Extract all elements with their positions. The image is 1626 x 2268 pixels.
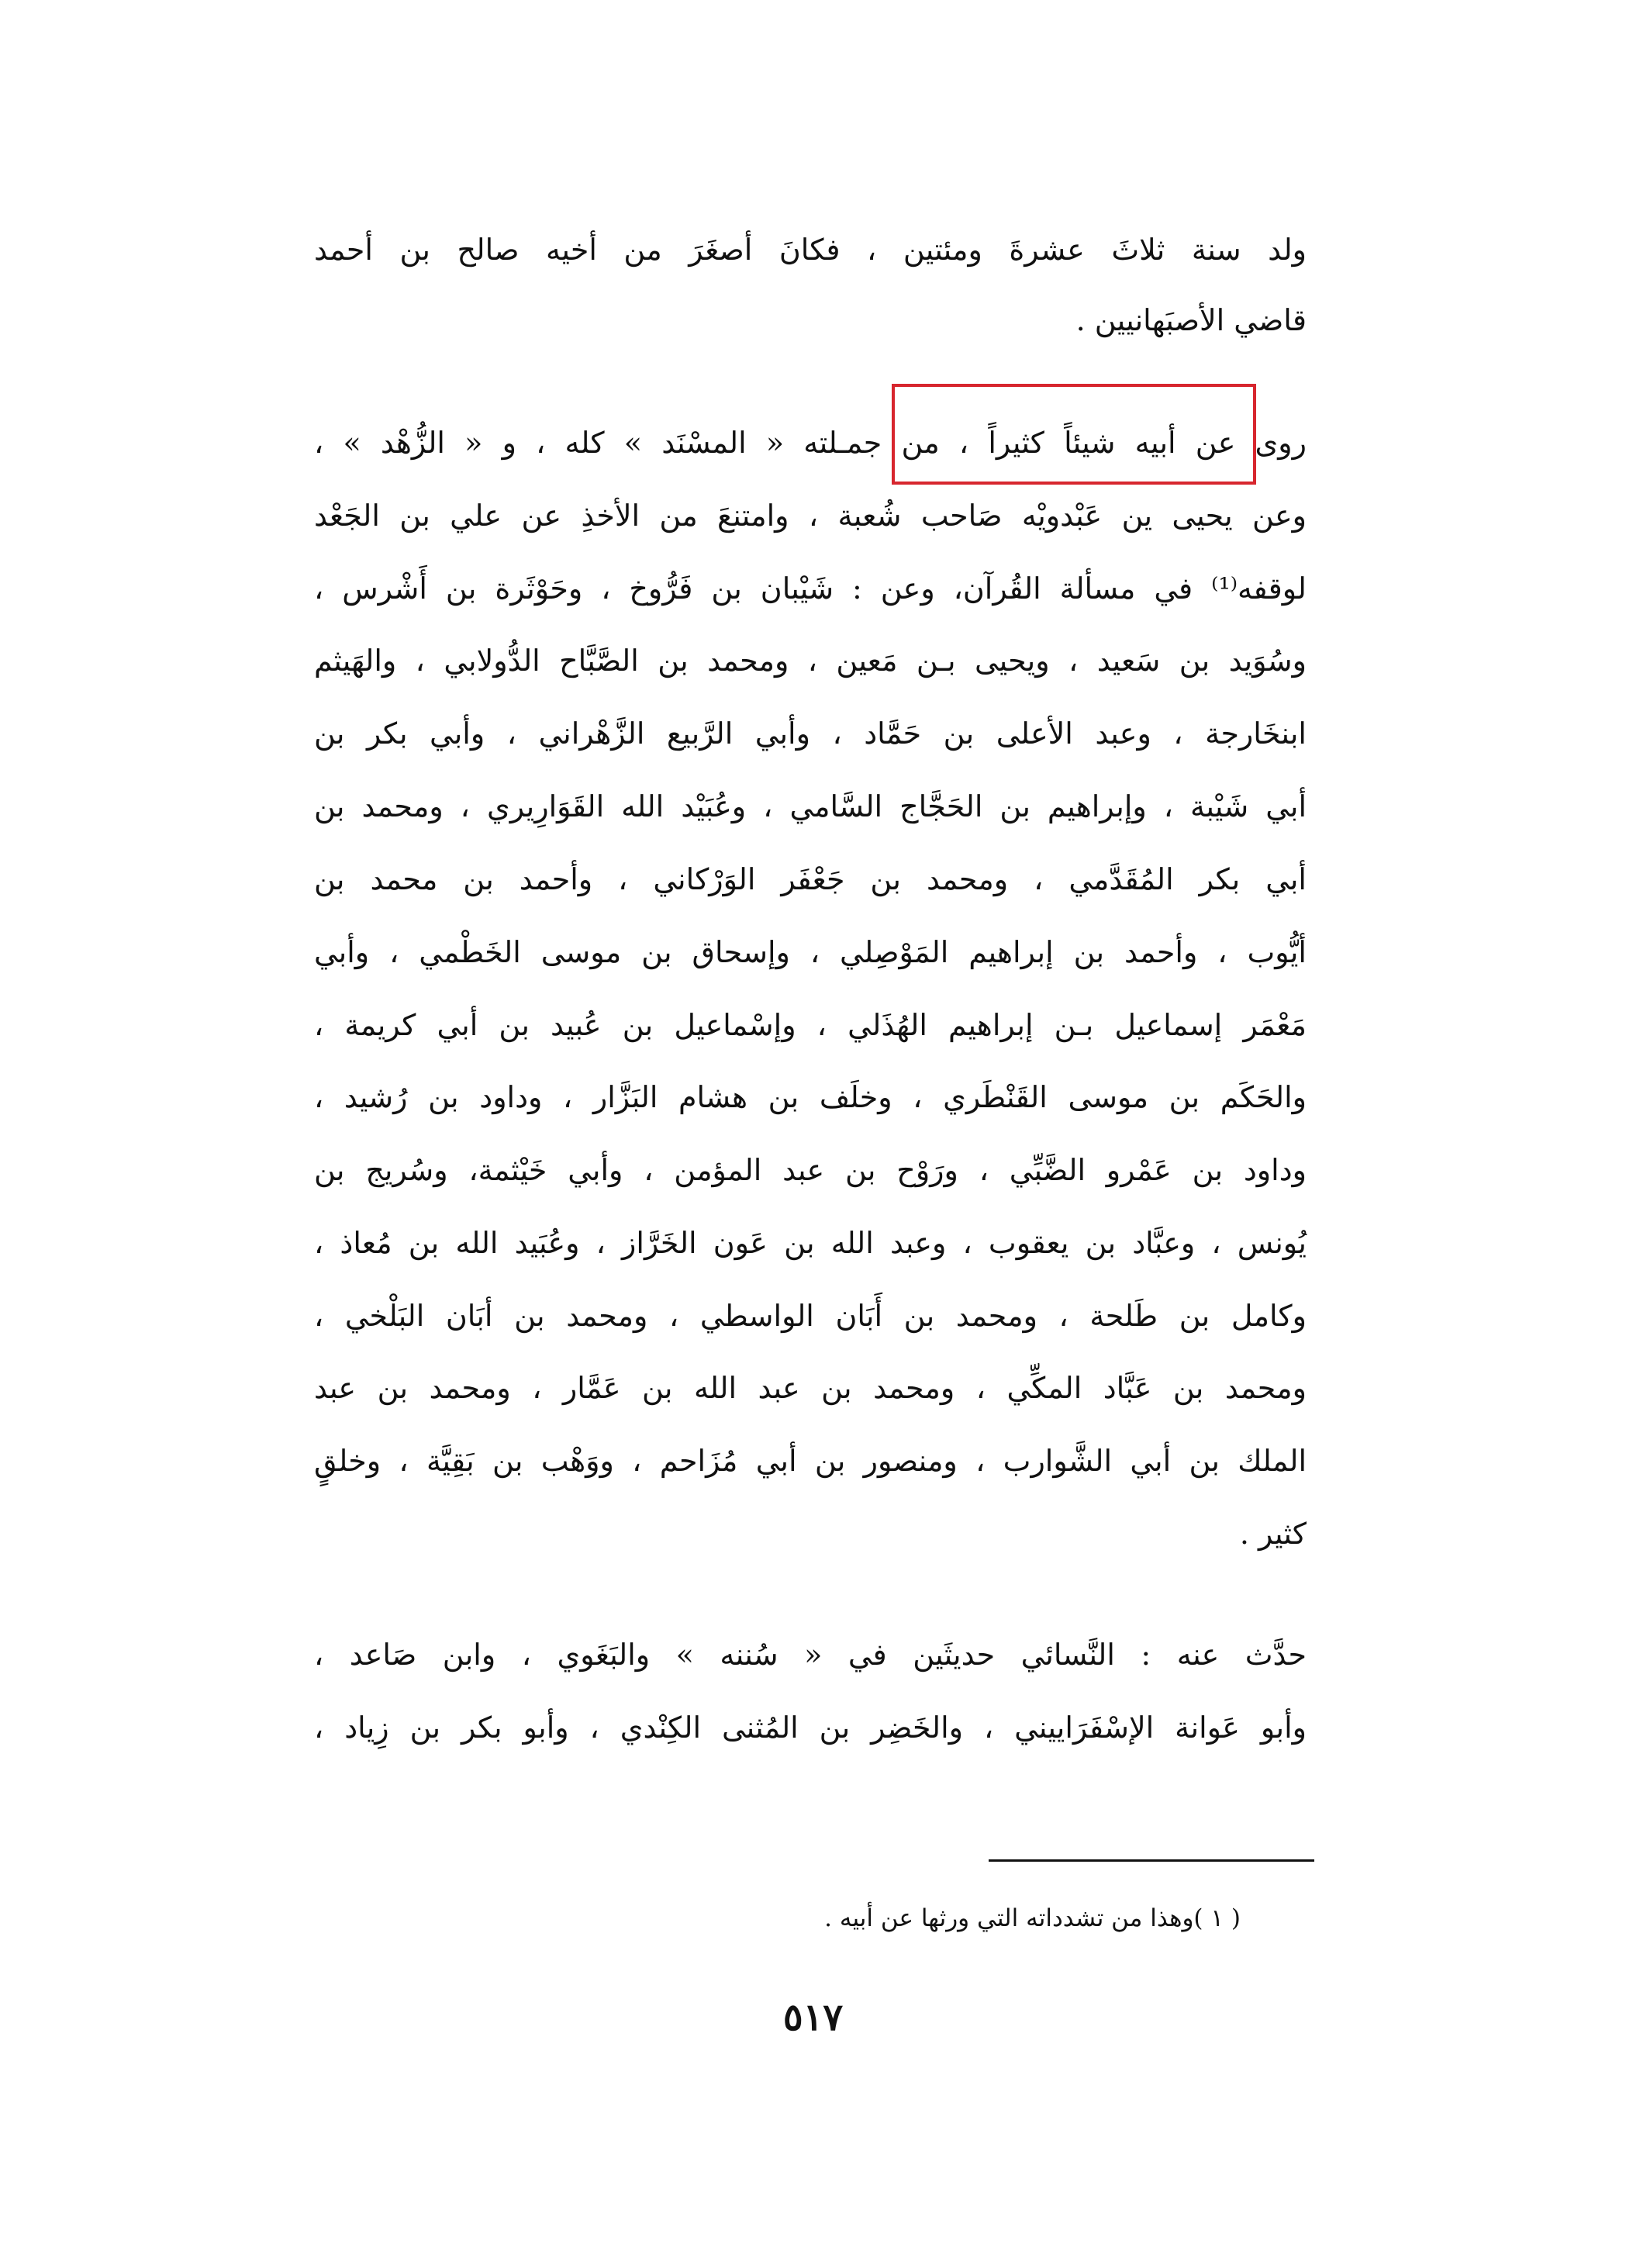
footnote-divider [989, 1859, 1314, 1862]
text-line: أبي شَيْبة ، وإبراهيم بن الحَجَّاج السَّامي ، وعُبَيْد الله القَوَارِيري ، ومحمد بن [314, 789, 1307, 823]
text-line: وعن يحيى ين عَبْدويْه صَاحب شُعبة ، وامتنعَ من الأخذِ عن علي بن الجَعْد [314, 499, 1307, 533]
text-line: روى عن أبيه شيئاً كثيراً ، من جمـلته « المسْنَد » كله ، و « الزُّهْد » ، [314, 426, 1307, 460]
text-line: وداود بن عَمْرو الضَّبِّي ، ورَوْح بن عبد المؤمن ، وأبي خَيْثمة، وسُريج بن [314, 1153, 1307, 1187]
text-line: قاضي الأصبَهانيين . [1075, 303, 1307, 337]
text-line: كثير . [1239, 1517, 1307, 1551]
page-number: ٥١٧ [782, 1996, 844, 2039]
text-line: مَعْمَر إسماعيل بـن إبراهيم الهُذَلي ، وإسْماعيل بن عُبيد بن أبي كريمة ، [314, 1008, 1307, 1042]
text-line: وسُوَيد بن سَعيد ، ويحيى بـن مَعين ، ومحمد بن الصَّبَّاح الدُّولابي ، والهَيثم [314, 644, 1307, 678]
text-line: الملك بن أبي الشَّوارب ، ومنصور بن أبي مُزَاحم ، ووَهْب بن بَقِيَّة ، وخلقٍ [314, 1444, 1307, 1478]
highlight-box [892, 384, 1256, 485]
text-line: وأبو عَوانة الإسْفَرَاييني ، والخَضِر بن المُثنى الكِنْدي ، وأبو بكر بن زِياد ، [314, 1710, 1307, 1745]
text-line: والحَكَم بن موسى القَنْطَري ، وخلَف بن هشام البَزَّار ، وداود بن رُشيد ، [314, 1080, 1307, 1114]
text-line: وكامل بن طَلحة ، ومحمد بن أَبَان الواسطي ، ومحمد بن أبَان البَلْخي ، [314, 1299, 1307, 1333]
text-line: ابنخَارجة ، وعبد الأعلى بن حَمَّاد ، وأبي الرَّبيع الزَّهْراني ، وأبي بكر بن [314, 716, 1307, 751]
text-line: ومحمد بن عَبَّاد المكِّي ، ومحمد بن عبد الله بن عَمَّار ، ومحمد بن عبد [314, 1371, 1307, 1405]
text-line: أيُّوب ، وأحمد بن إبراهيم المَوْصِلي ، وإسحاق بن موسى الخَطْمي ، وأبي [314, 935, 1307, 969]
text-line: ولد سنة ثلاثَ عشرةَ ومئتين ، فكانَ أصغَرَ من أخيه صالح بن أحمد [314, 233, 1307, 267]
text-line: يُونس ، وعبَّاد بن يعقوب ، وعبد الله بن عَون الخَرَّاز ، وعُبَيد الله بن مُعاذ ، [314, 1226, 1307, 1260]
text-line: حدَّث عنه : النَّسائي حديثَين في « سُننه » والبَغَوي ، وابن صَاعد ، [314, 1638, 1307, 1672]
footnote: ( ١ )وهذا من تشدداته التي ورثها عن أبيه . [824, 1904, 1241, 1932]
text-line: لوقفه⁽¹⁾ في مسألة القُرآن، وعن : شَيْبان بن فَرُّوخ ، وحَوْثَرة بن أَشْرس ، [314, 571, 1307, 606]
text-line: أبي بكر المُقَدَّمي ، ومحمد بن جَعْفَر الوَرْكاني ، وأحمد بن محمد بن [314, 862, 1307, 896]
